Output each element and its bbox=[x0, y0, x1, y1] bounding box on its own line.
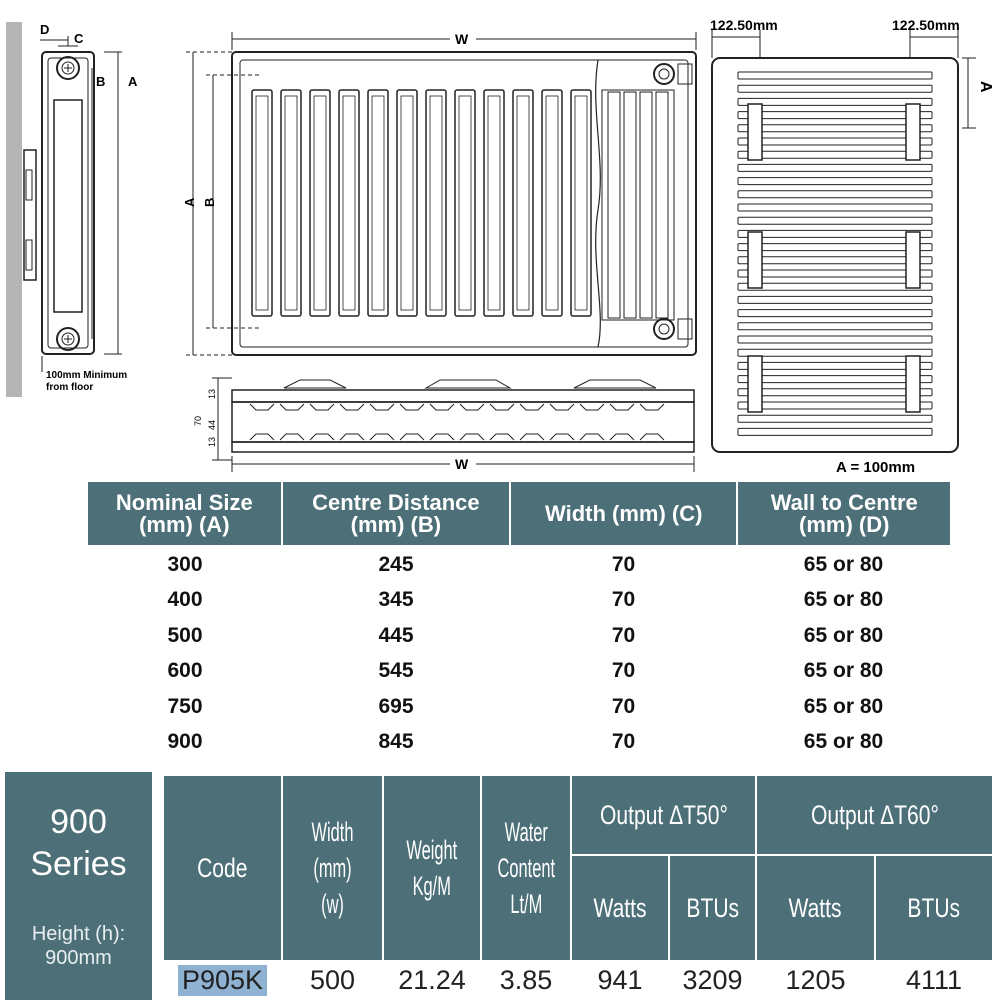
front-flute bbox=[397, 90, 417, 316]
cell-width: 70 bbox=[611, 694, 636, 718]
cutaway-fin bbox=[624, 92, 636, 318]
table-row bbox=[88, 618, 950, 654]
rear-slat bbox=[738, 389, 932, 396]
table-row bbox=[88, 547, 950, 583]
dim-label-a-side: A bbox=[128, 74, 138, 89]
rear-bracket bbox=[748, 356, 762, 412]
cutaway-fin bbox=[640, 92, 652, 318]
cell-wall: 65 or 80 bbox=[803, 730, 884, 754]
cell-nominal: 400 bbox=[167, 588, 203, 612]
cell-nominal: 600 bbox=[167, 659, 203, 683]
rear-slat bbox=[738, 270, 932, 277]
rear-slat bbox=[738, 178, 932, 185]
table-row bbox=[88, 583, 950, 619]
rear-slat bbox=[738, 257, 932, 264]
front-flute-inner bbox=[459, 96, 471, 310]
front-flute bbox=[310, 90, 330, 316]
rear-bracket bbox=[906, 104, 920, 160]
rear-slat bbox=[738, 296, 932, 303]
rear-slat bbox=[738, 415, 932, 422]
cell-wall: 65 or 80 bbox=[803, 552, 884, 576]
header-nominal-size: Nominal Size (mm) (A) bbox=[88, 482, 283, 545]
cell-water-content: 3.85 bbox=[499, 964, 553, 995]
cell-centre: 845 bbox=[378, 730, 414, 754]
dim-44: 44 bbox=[207, 419, 217, 430]
front-flute bbox=[484, 90, 504, 316]
dim-label-d: D bbox=[40, 22, 50, 37]
dim-13-bottom: 13 bbox=[207, 436, 217, 447]
top-flute bbox=[400, 404, 424, 440]
rear-slat bbox=[738, 138, 932, 145]
cell-watts-50: 941 bbox=[597, 964, 643, 995]
cell-btus-50: 3209 bbox=[682, 964, 743, 995]
front-flute bbox=[455, 90, 475, 316]
front-flute-inner bbox=[401, 96, 413, 310]
height-value: 900mm bbox=[45, 947, 112, 969]
offset-left-label: 122.50mm bbox=[710, 17, 778, 33]
series-word: Series bbox=[30, 845, 127, 883]
front-flute-inner bbox=[372, 96, 384, 310]
front-view bbox=[182, 31, 696, 355]
dim-13-top: 13 bbox=[207, 388, 217, 399]
wall bbox=[6, 22, 22, 397]
table-row bbox=[88, 689, 950, 725]
cell-wall: 65 or 80 bbox=[803, 623, 884, 647]
rear-slat bbox=[738, 283, 932, 290]
dim-label-a-rear: A bbox=[977, 81, 994, 93]
rear-slat bbox=[738, 151, 932, 158]
radiator-technical-drawing bbox=[0, 0, 1000, 478]
height-label: Height (h): bbox=[31, 923, 126, 945]
rear-slat bbox=[738, 204, 932, 211]
cell-width: 70 bbox=[611, 659, 636, 683]
rear-slat bbox=[738, 336, 932, 343]
cell-width: 70 bbox=[611, 623, 636, 647]
offset-right-label: 122.50mm bbox=[892, 17, 960, 33]
header-output-dt50: Output ΔT50° bbox=[572, 776, 755, 854]
rear-bracket bbox=[906, 232, 920, 288]
front-flute-inner bbox=[488, 96, 500, 310]
rear-slat bbox=[738, 362, 932, 369]
cell-weight: 21.24 bbox=[398, 964, 466, 995]
front-flute-inner bbox=[256, 96, 268, 310]
rear-slat bbox=[738, 125, 932, 132]
cell-centre: 545 bbox=[378, 659, 414, 683]
rear-slat bbox=[738, 164, 932, 171]
header-watts-60: Watts bbox=[757, 856, 874, 960]
top-flute bbox=[610, 404, 634, 440]
cell-nominal: 300 bbox=[167, 552, 203, 576]
cell-centre: 245 bbox=[378, 552, 414, 576]
rear-slat bbox=[738, 230, 932, 237]
rear-slat bbox=[738, 85, 932, 92]
dim-label-b-front: B bbox=[202, 197, 217, 207]
top-flute bbox=[430, 404, 454, 440]
header-btus-60: BTUs bbox=[876, 856, 992, 960]
front-flute bbox=[542, 90, 562, 316]
header-output-dt60: Output ΔT60° bbox=[757, 776, 992, 854]
header-code: Code bbox=[164, 776, 281, 960]
front-flute-inner bbox=[546, 96, 558, 310]
rear-slat bbox=[738, 112, 932, 119]
cell-width: 70 bbox=[611, 552, 636, 576]
front-flute-inner bbox=[314, 96, 326, 310]
rear-slat bbox=[738, 310, 932, 317]
front-flute-inner bbox=[575, 96, 587, 310]
top-flute bbox=[580, 404, 604, 440]
table-row-highlighted bbox=[88, 725, 950, 761]
top-view bbox=[193, 378, 694, 472]
cell-centre: 445 bbox=[378, 623, 414, 647]
front-flute-inner bbox=[343, 96, 355, 310]
front-flute bbox=[281, 90, 301, 316]
rear-slat bbox=[738, 349, 932, 356]
cell-centre: 345 bbox=[378, 588, 414, 612]
front-flute bbox=[426, 90, 446, 316]
rear-slat bbox=[738, 402, 932, 409]
header-centre-distance: Centre Distance (mm) (B) bbox=[283, 482, 511, 545]
rear-slat bbox=[738, 376, 932, 383]
spec-table-header bbox=[88, 482, 950, 545]
a-equals-label: A = 100mm bbox=[836, 459, 916, 476]
top-flute bbox=[310, 404, 334, 440]
cell-centre: 695 bbox=[378, 694, 414, 718]
front-flute-inner bbox=[517, 96, 529, 310]
dim-label-w-front: W bbox=[455, 31, 469, 47]
top-flute bbox=[250, 404, 274, 440]
top-flute bbox=[340, 404, 364, 440]
rear-bracket bbox=[748, 232, 762, 288]
rear-bracket bbox=[748, 104, 762, 160]
top-flute bbox=[520, 404, 544, 440]
dim-label-w-top: W bbox=[455, 456, 469, 472]
front-flute bbox=[513, 90, 533, 316]
cell-wall: 65 or 80 bbox=[803, 588, 884, 612]
front-top-valve-icon bbox=[654, 64, 674, 84]
dim-label-c: C bbox=[74, 31, 84, 46]
cell-wall: 65 or 80 bbox=[803, 694, 884, 718]
rear-slat bbox=[738, 323, 932, 330]
front-flute-inner bbox=[285, 96, 297, 310]
series-label-panel bbox=[5, 772, 152, 1000]
cell-code: P905K bbox=[164, 962, 281, 998]
dim-label-a-front: A bbox=[182, 197, 197, 207]
header-width-w: Width (mm) (w) bbox=[283, 776, 382, 960]
cell-nominal: 750 bbox=[167, 694, 203, 718]
front-flute bbox=[339, 90, 359, 316]
table-row bbox=[88, 654, 950, 690]
series-number: 900 bbox=[50, 803, 107, 841]
top-flute bbox=[640, 404, 664, 440]
header-weight: Weight Kg/M bbox=[384, 776, 480, 960]
top-flute bbox=[460, 404, 484, 440]
cell-width: 500 bbox=[309, 964, 356, 995]
side-view bbox=[6, 22, 138, 397]
rear-slat bbox=[738, 72, 932, 79]
rear-slat bbox=[738, 217, 932, 224]
rear-slat bbox=[738, 191, 932, 198]
rear-slat bbox=[738, 428, 932, 435]
cell-nominal: 500 bbox=[167, 623, 203, 647]
header-wall-to-centre: Wall to Centre (mm) (D) bbox=[738, 482, 950, 545]
header-water-content: Water Content Lt/M bbox=[482, 776, 570, 960]
front-bottom-valve-icon bbox=[654, 319, 674, 339]
rear-slat bbox=[738, 244, 932, 251]
front-flute bbox=[571, 90, 591, 316]
cell-wall: 65 or 80 bbox=[803, 659, 884, 683]
min-floor-label-2: from floor bbox=[46, 382, 94, 393]
cell-watts-60: 1205 bbox=[785, 964, 846, 995]
cell-width: 70 bbox=[611, 588, 636, 612]
front-flute bbox=[368, 90, 388, 316]
cell-btus-60: 4111 bbox=[905, 964, 963, 995]
top-flute bbox=[280, 404, 304, 440]
front-flute-inner bbox=[430, 96, 442, 310]
cutaway-fin bbox=[656, 92, 668, 318]
min-floor-label-1: 100mm Minimum bbox=[46, 370, 128, 381]
header-btus-50: BTUs bbox=[670, 856, 755, 960]
cell-width: 70 bbox=[611, 730, 636, 754]
top-flute bbox=[370, 404, 394, 440]
size-spec-table bbox=[88, 482, 950, 760]
header-watts-50: Watts bbox=[572, 856, 668, 960]
cutaway-fin bbox=[608, 92, 620, 318]
top-flute bbox=[490, 404, 514, 440]
header-width: Width (mm) (C) bbox=[511, 482, 738, 545]
dim-label-b-side: B bbox=[96, 74, 106, 89]
cell-nominal: 900 bbox=[167, 730, 203, 754]
rear-view bbox=[710, 17, 994, 476]
rear-slat bbox=[738, 98, 932, 105]
dim-70: 70 bbox=[193, 415, 203, 426]
rear-bracket bbox=[906, 356, 920, 412]
front-flute bbox=[252, 90, 272, 316]
top-flute bbox=[550, 404, 574, 440]
